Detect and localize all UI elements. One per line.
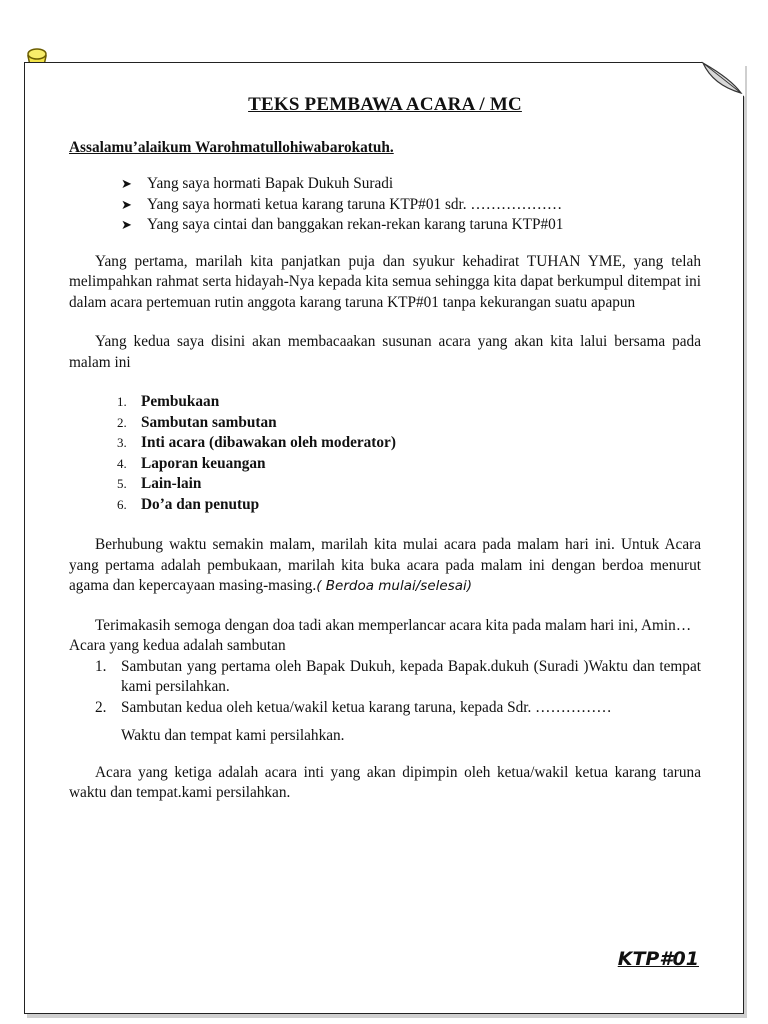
paragraph-agenda-intro: Yang kedua saya disini akan membacaakan susunan acara yang akan kita lalui bersama pada malam ini [69,333,701,371]
paragraph-thanks: Terimakasih semoga dengan doa tadi akan memperlancar acara kita pada malam hari ini, Amin… [95,616,692,634]
paragraph-opening: Yang pertama, marilah kita panjatkan puja dan syukur kehadirat TUHAN YME, yang telah melimpahkan rahmat serta hidayah-Nya kepada kita semua sehingga kita dapat berkumpul ditempat ini dalam acara pertemuan rutin anggota karang taruna KTP#01 tanpa kekurangan suatu apapun [69,252,701,311]
list-item: 6. Do’a dan penutup [117,495,260,513]
list-item: 4. Laporan keuangan [117,454,266,472]
list-item: 1. Sambutan yang pertama oleh Bapak Dukuh, kepada Bapak.dukuh (Suradi )Waktu dan tempat kami persilahkan. [95,657,701,695]
paragraph-opening-prayer: Berhubung waktu semakin malam, marilah kita mulai acara pada malam hari ini. Untuk Acara yang pertama adalah pembukaan, marilah kita buka acara pada malam ini dengan berdoa menurut agama dan kepercayaan masing-masing.( Berdoa mulai/selesai) [69,536,701,594]
list-item: 1. Pembukaan [117,393,220,410]
paragraph-inti-acara: Acara yang ketiga adalah acara inti yang akan dipimpin oleh ketua/wakil ketua karang taruna waktu dan tempat.kami persilahkan. [69,763,701,801]
signature-mark: KTP#01 [617,948,699,970]
paragraph-sambutan-intro: Acara yang kedua adalah sambutan [69,637,286,654]
arrowhead-bullet-icon: ➤ [121,217,132,232]
prayer-note: ( Berdoa mulai/selesai) [316,578,473,594]
document-body [69,95,701,804]
list-item: ➤ Yang saya hormati ketua karang taruna KTP#01 sdr. ……………… [121,195,701,216]
document-page [24,62,744,1014]
list-item: ➤ Yang saya cintai dan banggakan rekan-rekan karang taruna KTP#01 [121,215,701,236]
list-item: 2. Sambutan kedua oleh ketua/wakil ketua karang taruna, kepada Sdr. …………… [95,698,612,716]
arrowhead-bullet-icon: ➤ [121,176,132,191]
sambutan-note: Waktu dan tempat kami persilahkan. [121,727,345,744]
agenda-list [69,392,701,515]
greeting-list [69,174,701,236]
sambutan-list [69,657,701,719]
greeting-salam: Assalamu’alaikum Warohmatullohiwabarokatuh. [69,138,394,156]
list-item: ➤ Yang saya hormati Bapak Dukuh Suradi [121,174,701,195]
list-item: 2. Sambutan sambutan [117,413,277,431]
page-title: TEKS PEMBAWA ACARA / MC [248,94,522,115]
list-item: 3. Inti acara (dibawakan oleh moderator) [117,434,396,451]
page-curl-icon [701,61,745,97]
list-item: 5. Lain-lain [117,475,202,492]
arrowhead-bullet-icon: ➤ [121,196,132,212]
